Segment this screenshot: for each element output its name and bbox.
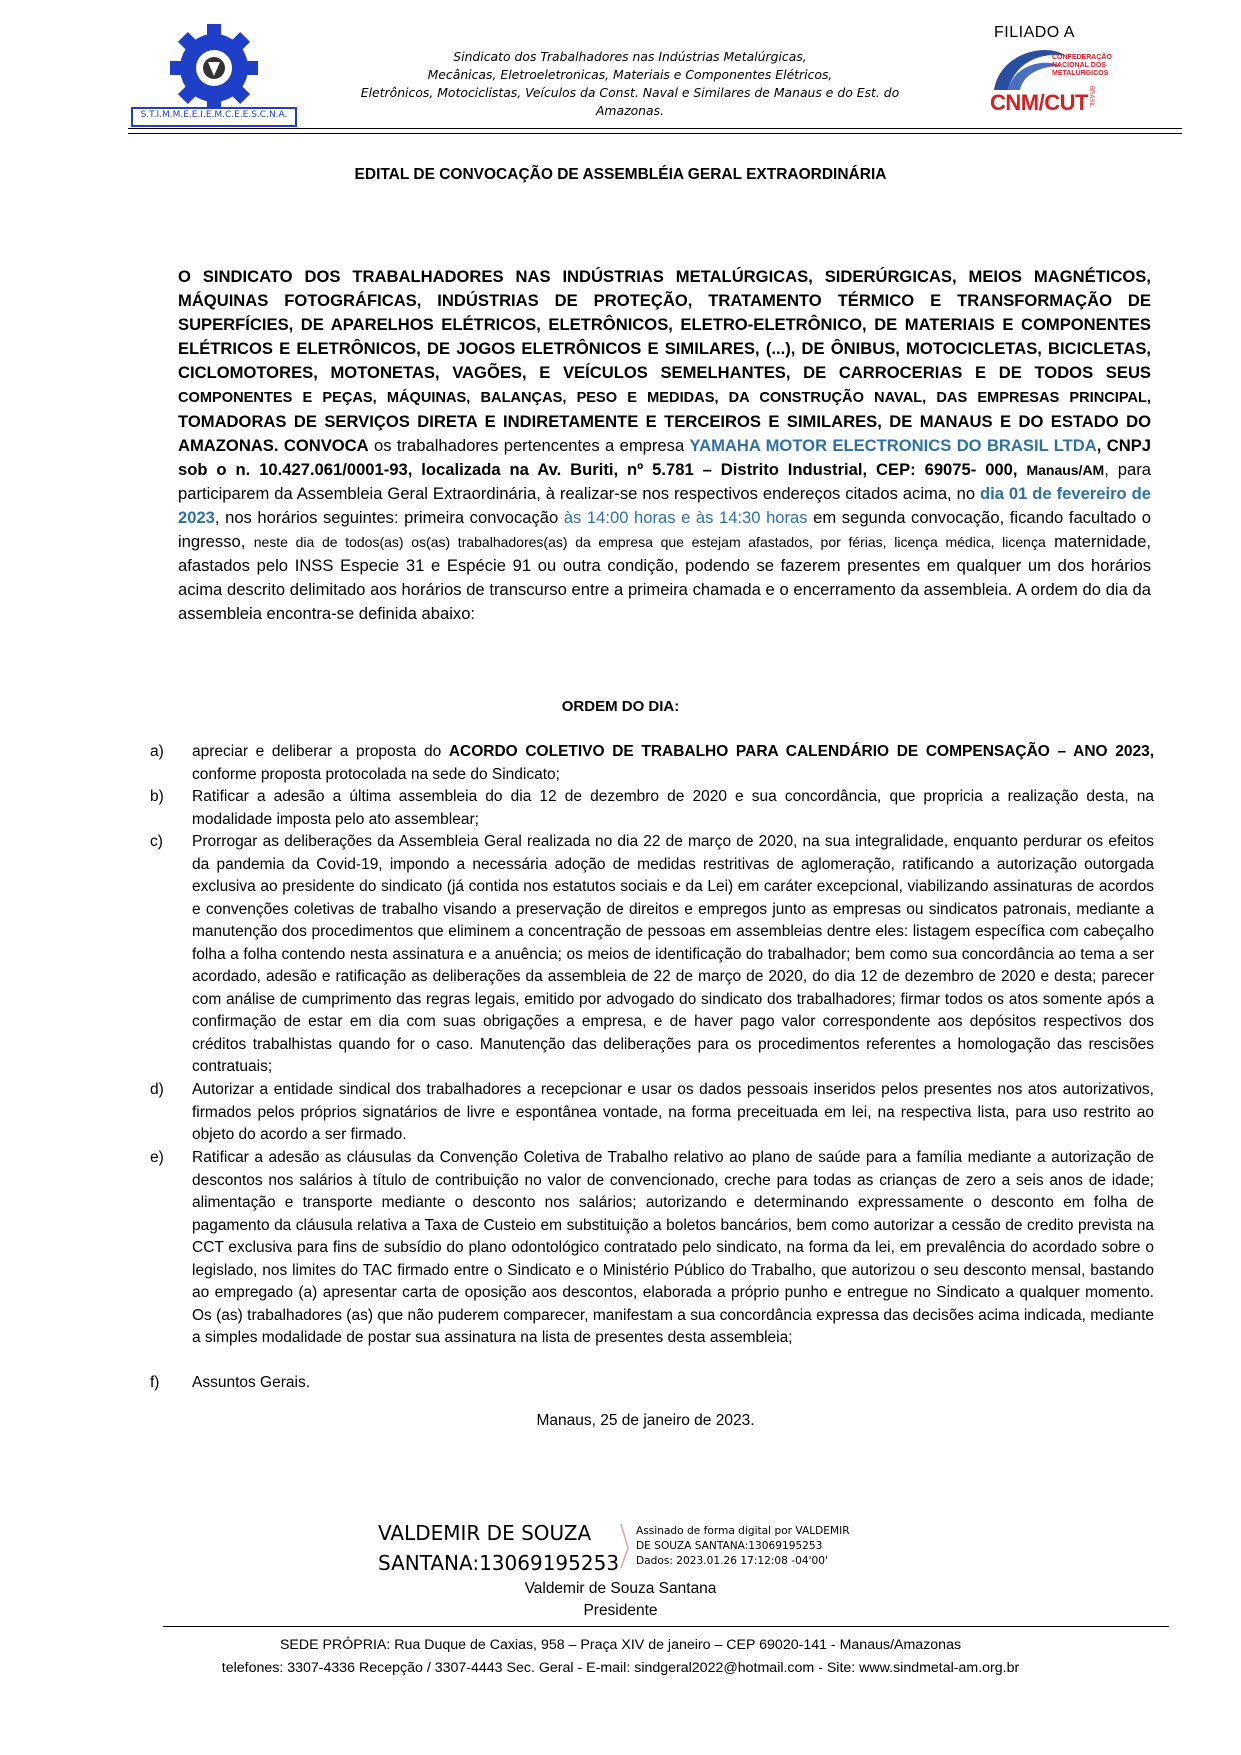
agenda-item-letter: f)	[150, 1374, 160, 1391]
header-union-name	[330, 48, 930, 120]
header-line: Mecânicas, Eletroeletronicas, Materiais e Componentes Elétricos,	[427, 67, 833, 82]
agenda-item: a) apreciar e deliberar a proposta do ACORDO COLETIVO DE TRABALHO PARA CALENDÁRIO DE COMPENSAÇÃO – ANO 2023, conforme proposta protocolada na sede do Sindicato;	[150, 743, 1154, 783]
intro-text: os trabalhadores pertencentes a empresa	[368, 436, 690, 455]
agenda-item-text: Autorizar a entidade sindical dos trabalhadores a recepcionar e usar os dados pessoais inseridos pelos presentes nos atos autorizativos, firmados pelos próprios signatários de livre e espontânea vontade, na forma preceituada em lei, na respectiva lista, para uso restrito ao objeto do acordo a ser firmado.	[192, 1081, 1154, 1143]
agenda-item-letter: d)	[150, 1081, 164, 1098]
cnm-side-text: BRASIL	[1088, 86, 1094, 108]
footer-contacts: telefones: 3307-4336 Recepção / 3307-4443 Sec. Geral - E-mail: sindgeral2022@hotmail.com - Site: www.sindmetal-am.org.br	[221, 1660, 1020, 1676]
intro-text: maternidade, afastados pelo INSS Especie 31 e Espécie 91 ou outra condição, podendo se fazerem presentes em qualquer um dos horários acima descrito delimitado aos horários de transcurso entre a primeira chamada e o encerramento da assembleia. A ordem do dia da assembleia encontra-se definida abaixo:	[178, 532, 1151, 623]
agenda-item-text: Ratificar a adesão as cláusulas da Convenção Coletiva de Trabalho relativo ao plano de saúde para a família mediante a autorização de descontos nos salários à título de contribuição no valor de convencionado, creche para todas as crianças de zero a seis anos de idade; alimentação e transporte mediante o desconto nos salários; autorizando e determinando expressamente o desconto em folha de pagamento da cláusula relativa a Taxa de Custeio em substituição a boletos bancários, bem como autorizar a cessão de credito prevista na CCT exclusiva para fins de subsídio do plano odontológico contratado pelo sindicato, na forma da lei, em prevalência do acordado sobre o legislado, nos limites do TAC firmado entre o Sindicato e o Ministério Público do Trabalho, que autorizou o seu desconto mensal, bastando ao empregado (a) apresentar carta de oposição aos descontos, elaborada a próprio punho e entregue no Sindicato a qualquer momento. Os (as) trabalhadores (as) que não puderem comparecer, manifestam a sua concordância expressa das decisões acima indicada, mediante a simples modalidade de postar sua assinatura na lista de presentes desta assembleia;	[192, 1149, 1154, 1346]
intro-paragraph	[178, 265, 1151, 626]
cnm-small-text: CONFEDERAÇÃO NACIONAL DOS METALÚRGICOS	[1052, 54, 1112, 77]
signatory	[0, 1578, 1241, 1622]
signatory-role: Presidente	[583, 1602, 658, 1619]
footer-address: SEDE PRÓPRIA: Rua Duque de Caxias, 958 – Praça XIV de janeiro – CEP 69020-141 - Manaus/Amazonas	[279, 1637, 962, 1653]
signatory-name: Valdemir de Souza Santana	[524, 1580, 717, 1597]
union-logo	[130, 24, 298, 128]
header-line: Sindicato dos Trabalhadores nas Indústrias Metalúrgicas,	[453, 49, 807, 64]
affiliation-logo	[988, 24, 1112, 120]
agenda-item	[150, 1147, 1154, 1350]
agenda-item	[150, 1079, 1154, 1147]
assembly-times: às 14:00 horas e às 14:30 horas	[563, 508, 808, 527]
document-title: EDITAL DE CONVOCAÇÃO DE ASSEMBLÉIA GERAL EXTRAORDINÁRIA	[354, 166, 887, 183]
agenda-item-letter: c)	[150, 833, 163, 850]
intro-caps-small: COMPONENTES E PEÇAS, MÁQUINAS, BALANÇAS, PESO E MEDIDAS, DA CONSTRUÇÃO NAVAL, DAS EMPRESAS PRINCIPAL,	[178, 390, 1151, 406]
digital-signature-name: VALDEMIR DE SOUZA SANTANA:13069195253	[378, 1521, 620, 1575]
affiliation-label: FILIADO A	[994, 24, 1075, 41]
agenda-item-letter: a)	[150, 743, 164, 760]
intro-caps-text-2: TOMADORAS DE SERVIÇOS DIRETA E INDIRETAMENTE E TERCEIROS E SIMILARES, DE MANAUS E DO ESTADO DO AMAZONAS. CONVOCA	[178, 412, 1151, 455]
company-cnpj: , CNPJ sob o n. 10.427.061/0001-93, localizada na Av. Buriti, nº 5.781 – Distrito Industrial, CEP: 69075- 000,	[178, 436, 1152, 479]
agenda-item-letter: e)	[150, 1149, 164, 1166]
agenda-item-text: Ratificar a adesão a última assembleia do dia 12 de dezembro de 2020 e sua concordância, que propricia a realização desta, na modalidade imposta pelo ato assemblear;	[192, 788, 1154, 828]
intro-text: , para participarem da Assembleia Geral Extraordinária, à realizar-se nos respectivos endereços citados acima, no	[178, 460, 1151, 503]
header-divider	[128, 133, 1182, 134]
agenda-item-text: Assuntos Gerais.	[192, 1374, 311, 1391]
intro-text-small: neste dia de todos(as) os(as) trabalhadores(as) da empresa que estejam afastados, por férias, licença médica, licença	[253, 534, 1046, 550]
signature-mark-icon	[618, 1522, 632, 1570]
intro-caps-text: O SINDICATO DOS TRABALHADORES NAS INDÚSTRIAS METALÚRGICAS, SIDERÚRGICAS, MEIOS MAGNÉTICOS, MÁQUINAS FOTOGRÁFICAS, INDÚSTRIAS DE PROTEÇÃO, TRATAMENTO TÉRMICO E TRANSFORMAÇÃO DE SUPERFÍCIES, DE APARELHOS ELÉTRICOS, ELETRÔNICOS, ELETRO-ELETRÔNICO, DE MATERIAIS E COMPONENTES ELÉTRICOS E ELETRÔNICOS, DE JOGOS ELETRÔNICOS E SIMILARES, (...), DE ÔNIBUS, MOTOCICLETAS, BICICLETAS, CICLOMOTORES, MOTONETAS, VAGÕES, E VEÍCULOS SEMELHANTES, DE CARROCERIAS E DE TODOS SEUS	[178, 267, 1151, 382]
company-city: Manaus/AM	[1026, 462, 1105, 478]
company-name: YAMAHA MOTOR ELECTRONICS DO BRASIL LTDA	[689, 436, 1097, 455]
footer	[0, 1634, 1241, 1680]
cnm-cut-wordmark: CNM/CUT	[990, 90, 1088, 115]
agenda-item	[150, 786, 1154, 831]
agenda-item-text: Prorrogar as deliberações da Assembleia Geral realizada no dia 22 de março de 2020, na sua integralidade, enquanto perdurar os efeitos da pandemia da Covid-19, impondo a necessária adoção de medidas restritivas de aglomeração, ratificando a autorização outorgada exclusiva ao presidente do sindicato (já contida nos estatutos sociais e da Lei) em caráter excepcional, viabilizando assinaturas de acordos e convenções coletivas de trabalho visando a preservação de direitos e empregos junto as empresas ou sindicatos patronais, mediante a manutenção dos procedimentos que eliminem a concentração de pessoas em assembleias dentre eles: listagem específica com cabeçalho folha a folha contendo nesta assinatura e a anuência; os meios de identificação do trabalhador; bem como sua concordância ao tema a ser acordado, adesão e ratificação as deliberações da assembleia de 22 de março de 2020, do dia 12 de dezembro de 2020 e desta; parecer com análise de cumprimento das regras legais, emitido por advogado do sindicato dos trabalhadores; firmar todos os atos somente após a confirmação de estar em dia com suas obrigações a empresa, e de haver pago valor correspondente aos depósitos respectivos dos créditos trabalhistas quando for o caso. Manutenção das deliberações para os procedimentos referentes a homologação das rescisões contratuais;	[192, 833, 1154, 1075]
agenda-item	[150, 831, 1154, 1079]
footer-divider	[163, 1626, 1169, 1627]
agenda-title: ORDEM DO DIA:	[561, 698, 680, 715]
assembly-date: dia 01 de fevereiro de 2023	[178, 484, 1151, 527]
intro-text: , nos horários seguintes: primeira convocação	[214, 508, 564, 527]
agenda-item	[150, 1372, 1154, 1395]
intro-text: em segunda convocação, ficando facultado o ingresso,	[178, 508, 1151, 551]
logo-acronym: S.T.I.M.M.E.E.I.E.M.C.E.E.S.C.N.A.	[140, 110, 288, 120]
digital-signature-certificate: Assinado de forma digital por VALDEMIR DE SOUZA SANTANA:13069195253 Dados: 2023.01.26 17:12:08 -04'00'	[636, 1525, 850, 1567]
place-and-date: Manaus, 25 de janeiro de 2023.	[536, 1412, 755, 1429]
header-line: Eletrônicos, Motociclistas, Veículos da Const. Naval e Similares de Manaus e do Est. do Amazonas.	[360, 85, 900, 118]
header-divider	[128, 128, 1182, 129]
agenda-item-letter: b)	[150, 788, 164, 805]
